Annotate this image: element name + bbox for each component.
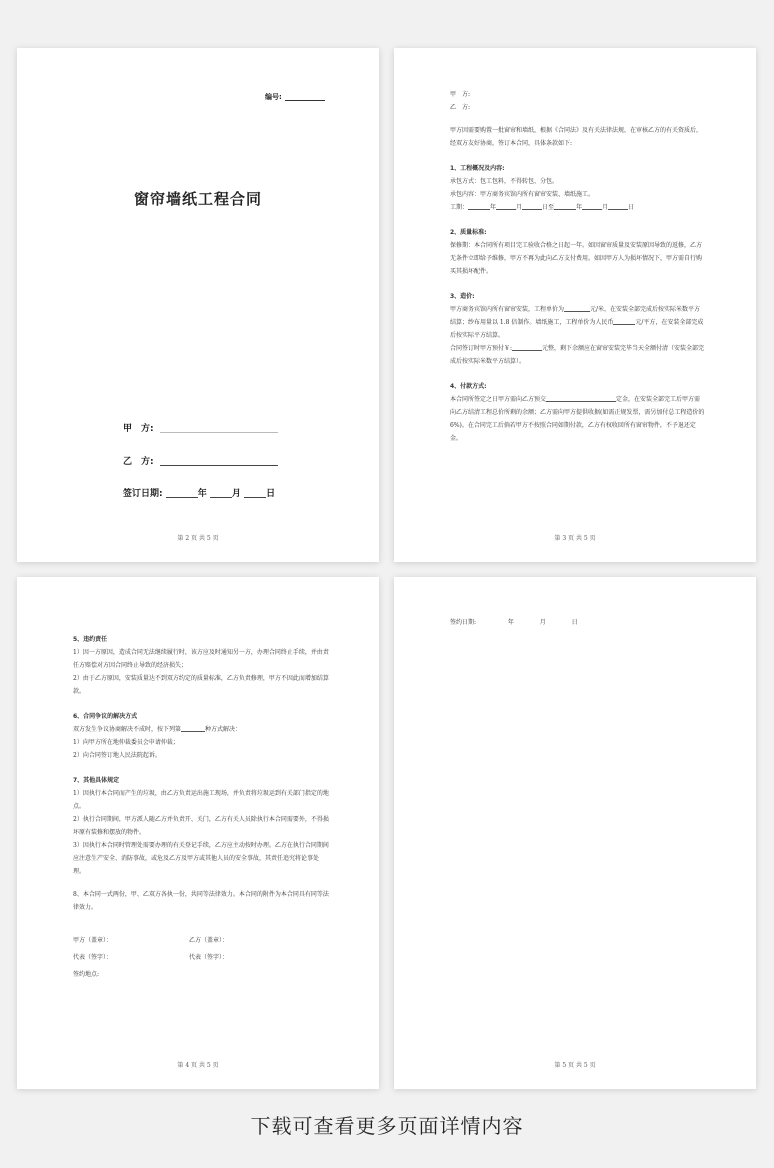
year-blank: [166, 497, 198, 498]
dispute-text-a: 双方发生争议协商解决不成时，按下列第: [73, 726, 182, 733]
page-footer: 第 3 页 共 5 页: [554, 535, 596, 542]
section-7-line-2: 2）执行合同期间，甲方派人随乙方并负责开、关门，乙方有关人员除执行本合同需要外，不得损坏原有装修和摆放的物件。: [73, 816, 329, 836]
section-3-title: 3、造价:: [450, 293, 475, 300]
section-4-title: 4、付款方式:: [450, 383, 487, 390]
month-label: 月: [231, 489, 241, 499]
party-b-blank: [160, 465, 278, 466]
intro-paragraph: 甲方因需要购置一批窗帘和墙纸，根据《合同法》及有关法律法规，在审核乙方的有关资质后，经双方友好协商，签订本合同，具体条款如下:: [450, 127, 703, 147]
party-a-line: 甲 方:: [450, 91, 471, 98]
cover-party-a: [123, 421, 278, 434]
party-a-rep: 代表（签字）：: [73, 954, 113, 961]
section-4-text: [450, 393, 706, 445]
sign-date-line: [450, 617, 578, 626]
year-label: 年: [507, 619, 514, 626]
sign-date-label: 签订日期:: [123, 489, 163, 499]
section-3-text-2: [450, 342, 706, 368]
download-caption: 下载可查看更多页面详情内容: [250, 1114, 524, 1138]
period-label: 工期：: [450, 204, 469, 211]
payment-text-a: 本合同所签定之日甲方需向乙方预交: [450, 396, 547, 403]
party-a-label: 甲 方:: [123, 424, 154, 434]
section-1-line-3: [450, 201, 706, 214]
section-7-line-3: 3）因执行本合同时管理处需要办理的有关登记手续，乙方应主动按时办理。乙方在执行合同期间应注意生产安全、消防事故，或危及乙方及甲方或其他人员的安全事故，其责任追究将论事处理。: [73, 842, 329, 875]
section-6-line-2: 1）向甲方所在地仲裁委员会申请仲裁；: [73, 739, 179, 746]
period-day-to: 日至: [542, 204, 555, 211]
page3-content: [450, 88, 706, 445]
section-6-title: 6、合同争议的解决方式: [73, 713, 138, 720]
prepay-text-a: 合同签订时甲方预付￥:: [450, 345, 513, 352]
cover-sign-date: [123, 486, 275, 499]
contract-page-3: [394, 48, 756, 562]
cover-page: [17, 48, 379, 562]
section-2-text: 保修期：本合同所有项目完工验收合格之日起一年。如因窗帘质量及安装原因导致的返修，乙方无条件立即给予维修，甲方不再为此向乙方支付费用。如因甲方人为损坏情况下，甲方需自行购买其损坏配件。: [450, 242, 703, 275]
month-label: 月: [539, 619, 546, 626]
party-b-seal: 乙方（盖章）：: [189, 937, 229, 944]
section-5-line-1: 1）因一方原因，造成合同无法继续履行时，该方应及时通知另一方，办理合同终止手续，并由责任方赔偿对方因合同终止导致的经济损失；: [73, 649, 329, 669]
party-a-seal: 甲方（盖章）：: [73, 937, 113, 944]
prepay-text-b: 元整，剩下余额应在窗帘安装完毕当天全额付清（安装全部完成后按实际米数平方结算）。: [450, 345, 705, 365]
party-a-blank: [160, 432, 278, 433]
dispute-text-b: 种方式解决：: [205, 726, 242, 733]
section-7-line-1: 1）因执行本合同而产生的垃圾，由乙方负责运出施工现场，并负责将垃圾运到有关部门指定的地点。: [73, 790, 329, 810]
day-label: 日: [266, 489, 276, 499]
price-text-c: 元/平方，在安装全部完成后按实际平方结算。: [450, 319, 704, 339]
price-text-b: 元/米，在安装全部完成后按实际米数平方结算；纱布用量以 1.8 倍制作。墙纸施工，工程单价为人民币: [450, 306, 701, 326]
party-b-line: 乙 方:: [450, 104, 471, 111]
seal-row: [73, 934, 329, 947]
sign-place: 签约地点:: [73, 971, 100, 978]
section-8-text: 8、本合同一式两份，甲、乙双方各执一份，共同等法律效力。本合同的附件为本合同具有同等法律效力。: [73, 891, 329, 911]
page-footer: 第 5 页 共 5 页: [554, 1062, 596, 1069]
payment-text-b: 定金，在安装全部完工后甲方需向乙方结清工程总价所剩的余额；乙方需向甲方提供收据(如需正规发票，需另加付总工程造价的6%)。在合同完工后倘若甲方不按照合同如期付款，乙方有权收回所有窗帘物件，不予退还定金。: [450, 396, 705, 442]
section-6-line-3: 2）向合同签订地人民法院起诉。: [73, 752, 161, 759]
section-5-line-2: 2）由于乙方原因，安装质量达不到双方约定的质量标准，乙方负责修理，甲方不因此而增加结算款。: [73, 675, 329, 695]
serial-blank: [285, 100, 325, 101]
period-year-2: 年: [576, 204, 583, 211]
party-b-label: 乙 方:: [123, 457, 154, 467]
cover-party-b: [123, 454, 278, 467]
section-1-line-1: 承包方式：包工包料，不得转包、分包。: [450, 178, 559, 185]
section-7-title: 7、其他具体规定: [73, 777, 120, 784]
serial-label: 编号:: [265, 93, 282, 101]
contract-page-4: [17, 577, 379, 1089]
period-day-2: 日: [628, 204, 635, 211]
page-footer: 第 2 页 共 5 页: [177, 535, 219, 542]
day-label: 日: [571, 619, 578, 626]
year-label: 年: [197, 489, 207, 499]
sign-date-label: 签约日期:: [450, 619, 477, 626]
section-1-title: 1、工程概况及内容:: [450, 165, 505, 172]
day-blank: [244, 497, 266, 498]
section-6-line-1: [73, 723, 329, 736]
party-b-rep: 代表（签字）：: [189, 954, 229, 961]
page-footer: 第 4 页 共 5 页: [177, 1062, 219, 1069]
serial-number: [265, 92, 325, 102]
section-2-title: 2、质量标准:: [450, 229, 487, 236]
contract-title: 窗帘墙纸工程合同: [133, 190, 262, 208]
period-month-1: 月: [516, 204, 523, 211]
period-month-2: 月: [602, 204, 609, 211]
section-5-title: 5、违约责任: [73, 636, 108, 643]
section-3-text-1: [450, 303, 706, 342]
price-text-a: 甲方商务宾馆内所有窗帘安装，工程单价为: [450, 306, 565, 313]
period-year-1: 年: [490, 204, 497, 211]
rep-row: [73, 951, 329, 964]
month-blank: [210, 497, 232, 498]
page4-content: [73, 633, 329, 981]
contract-page-5: [394, 577, 756, 1089]
section-1-line-2: 承包内容：甲方商务宾馆内所有窗帘安装、墙纸施工。: [450, 191, 595, 198]
